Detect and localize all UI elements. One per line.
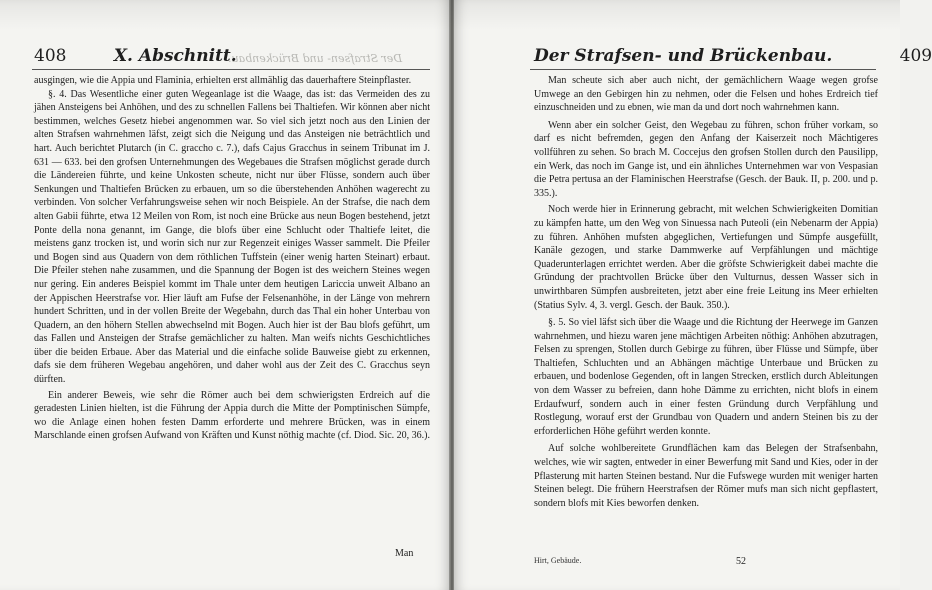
left-body-text [34, 74, 430, 443]
left-paragraph-2: §. 4. Das Wesentliche einer guten Wegeanlage ist die Waage, das ist: das Vermeiden des zu jähen Ansteigens bei Anhöhen, und des zu schnellen Fallens bei Thaltiefen. Wir können aber nicht bestimmen, welches Gesetz hiebei angenommen war. So viel sich jetzt noch aus den Linien der alten Strafsen wahrnehmen läfst, zeigt sich die Neigung und das Ansteigen nie beträchtlich und hart. Auch berichtet Plutarch (in C. graccho c. 7.), dafs Cajus Gracchus in seinem Tribunat im J. 631 — 633. bei den grofsen Unternehmungen des Wegebaues die Strafsen möglichst gerade durch die Ländereien führte, und keine Unkosten scheute, nicht nur über Flüsse, sondern auch über Senkungen und Thaltiefen Brücken zu erbauen, um so die überstehenden Anhöhen wagerecht zu verbinden. Von solcher Verfahrungsweise sehen wir noch Beispiele. An der Strafse, die nach dem alten Gabii führte, etwa 12 Meilen von Rom, ist noch eine Brücke aus neun Bogen bestehend, jetzt Ponte della nona genannt, im Gange, die blofs über eine Schlucht oder Thaltiefe leitet, die meistens ganz trocken ist, und worin sich nur zur Regenzeit einiges Wasser sammelt. Die Pfeiler und Bogen sind aus Quadern von dem röthlichen Tuffstein (einer wenig harten Steinart) erbaut. Die Pfeiler stehen nahe zusammen, und die Spannung der Bogen ist des weichern Steines wegen nur gering. Ein anderes Beispiel kommt im Thale unter dem heutigen Lariccia unweit Albano an der Appischen Heerstrafse vor. Hier läuft am Fufse der Felsenanhöhe, in der Länge von mehrern hundert Schritten, und in der vollen Breite der Wegebahn, durch das Thal ein hoher Unterbau von Quadern, an den höhern Stellen abwechselnd mit Bogen. Auch hier ist der Bau blofs geführt, um das Fallen und Ansteigen der Strafse gemächlicher zu halten. Man weifs nichts Geschichtliches über die beiden Erbaue. Aber das Material und die einfache solide Bauweise giebt zu erkennen, dafs sie dem früheren Wegebau angehören, und daher wohl aus der Zeit des C. Gracchus seyn dürften. [34, 88, 430, 386]
right-paragraph-3: Noch werde hier in Erinnerung gebracht, mit welchen Schwierigkeiten Domitian zu kämpfen hatte, um den Weg von Sinuessa nach Puteoli (ein Nebenarm der Appia) zu führen. Anhöhen mufsten abgeglichen, Vertiefungen und Sümpfe ausgefüllt, Kanäle gezogen, und starke Dammwerke auf Verpfählungen und mächtige Quaderunterlagen errichtet werden. Aber die gröfste Schwierigkeit dabei machte die Gründung der prachtvollen Brücke über den Vulturnus, dessen Wasser sich in unwirthbaren Sümpfen ausbreiteten, jetzt aber eine freie Leitung ins Meer erhielten (Statius Sylv. 4, 3. vergl. Gesch. der Bauk. 350.). [534, 204, 878, 311]
right-paragraph-1: Man scheute sich aber auch nicht, der gemächlichern Waage wegen grofse Umwege an den Gebirgen hin zu nehmen, oder die Felsen und hohes Erdreich tief einzuschneiden und zu ebnen, wie man da und dort noch wahrnehmen kann. [534, 75, 878, 114]
left-page [0, 0, 450, 590]
left-page-number: 408 [34, 46, 67, 66]
left-catchword: Man [395, 548, 414, 559]
left-running-head: X. Abschnitt. [113, 46, 237, 66]
right-page-number: 409 [899, 46, 932, 66]
right-paragraph-5: Auf solche wohlbereitete Grundflächen kam das Belegen der Strafsenbahn, welches, wie wir sagten, entweder in einer Bewerfung mit Sand und Kies, oder in der Pflasterung mit harten Steinen bestand. Nur die Fufswege wurden mit weniger harten Steinen belegt. Die frühern Heerstrafsen der Römer mufs man sich nicht gepflastert, sondern blofs mit Kies beworfen denken. [534, 443, 878, 509]
right-body-text [534, 74, 878, 510]
right-header-rule [530, 69, 876, 70]
left-paragraph-1: ausgingen, wie die Appia und Flaminia, erhielten erst allmählig das dauerhaftere Steinpflaster. [34, 75, 412, 86]
left-paragraph-3: Ein anderer Beweis, wie sehr die Römer auch bei dem schwierigsten Erdreich auf die geradesten Linien hielten, ist die Führung der Appia durch die Mitte der Pomptinischen Sümpfe, wo die Anlage einen hohen festen Damm erforderte und mehrere Brücken, was in einem Marschlande einen grofsen Aufwand von Kräften und Kunst nöthig machte (cf. Diod. Sic. 20, 36.). [34, 389, 431, 442]
top-shadow [0, 0, 900, 30]
right-page [454, 0, 932, 590]
left-header-rule [32, 69, 430, 70]
left-page-header [34, 46, 237, 66]
bleed-through-text: Der Strafsen- und Brückenbau. [228, 52, 403, 65]
right-paragraph-4: §. 5. So viel läfst sich über die Waage und die Richtung der Heerwege im Ganzen wahrnehmen, und hiezu waren jene mächtigen Arbeiten nöthig: Anhöhen abzutragen, Felsen zu sprengen, Stollen durch Gebirge zu führen, über Flüsse und Sümpfe, über Thaltiefen, Schluchten und an Abhängen mächtige Unterbaue und Brücken zu erbauen, und bodenlose Gegenden, oft in langen Strecken, erstlich durch Ableitungen von dem Wasser zu befreien, dann hohe Dämme zu errichten, nicht blofs in einem Erdaufwurf, sondern auch in einer festen Gründung durch Verpfählung und Rostlegung, worauf erst der Grundbau von Quadern und andern Steinen bis zu der erforderlichen Höhe geführt werden konnte. [534, 317, 878, 437]
signature-number: 52 [736, 556, 746, 567]
right-page-header [534, 46, 932, 66]
right-running-head: Der Strafsen- und Brückenbau. [534, 46, 833, 66]
right-paragraph-2: Wenn aber ein solcher Geist, den Wegebau zu führen, schon früher vorkam, so darf es nicht befremden, gegen den Anfang der Kaiserzeit noch Mächtigeres vollführen zu sehen. So brach M. Coccejus den grofsen Stollen durch den Pausilipp, ein Werk, das noch im Gange ist, und ein ähnliches Unternehmen war von Vespasian die Petra pertusa an der Flaminischen Heerstrafse (Gesch. der Bauk. II, p. 200. und p. 335.). [534, 119, 878, 199]
signature-mark: Hirt, Gebäude. [534, 556, 582, 565]
